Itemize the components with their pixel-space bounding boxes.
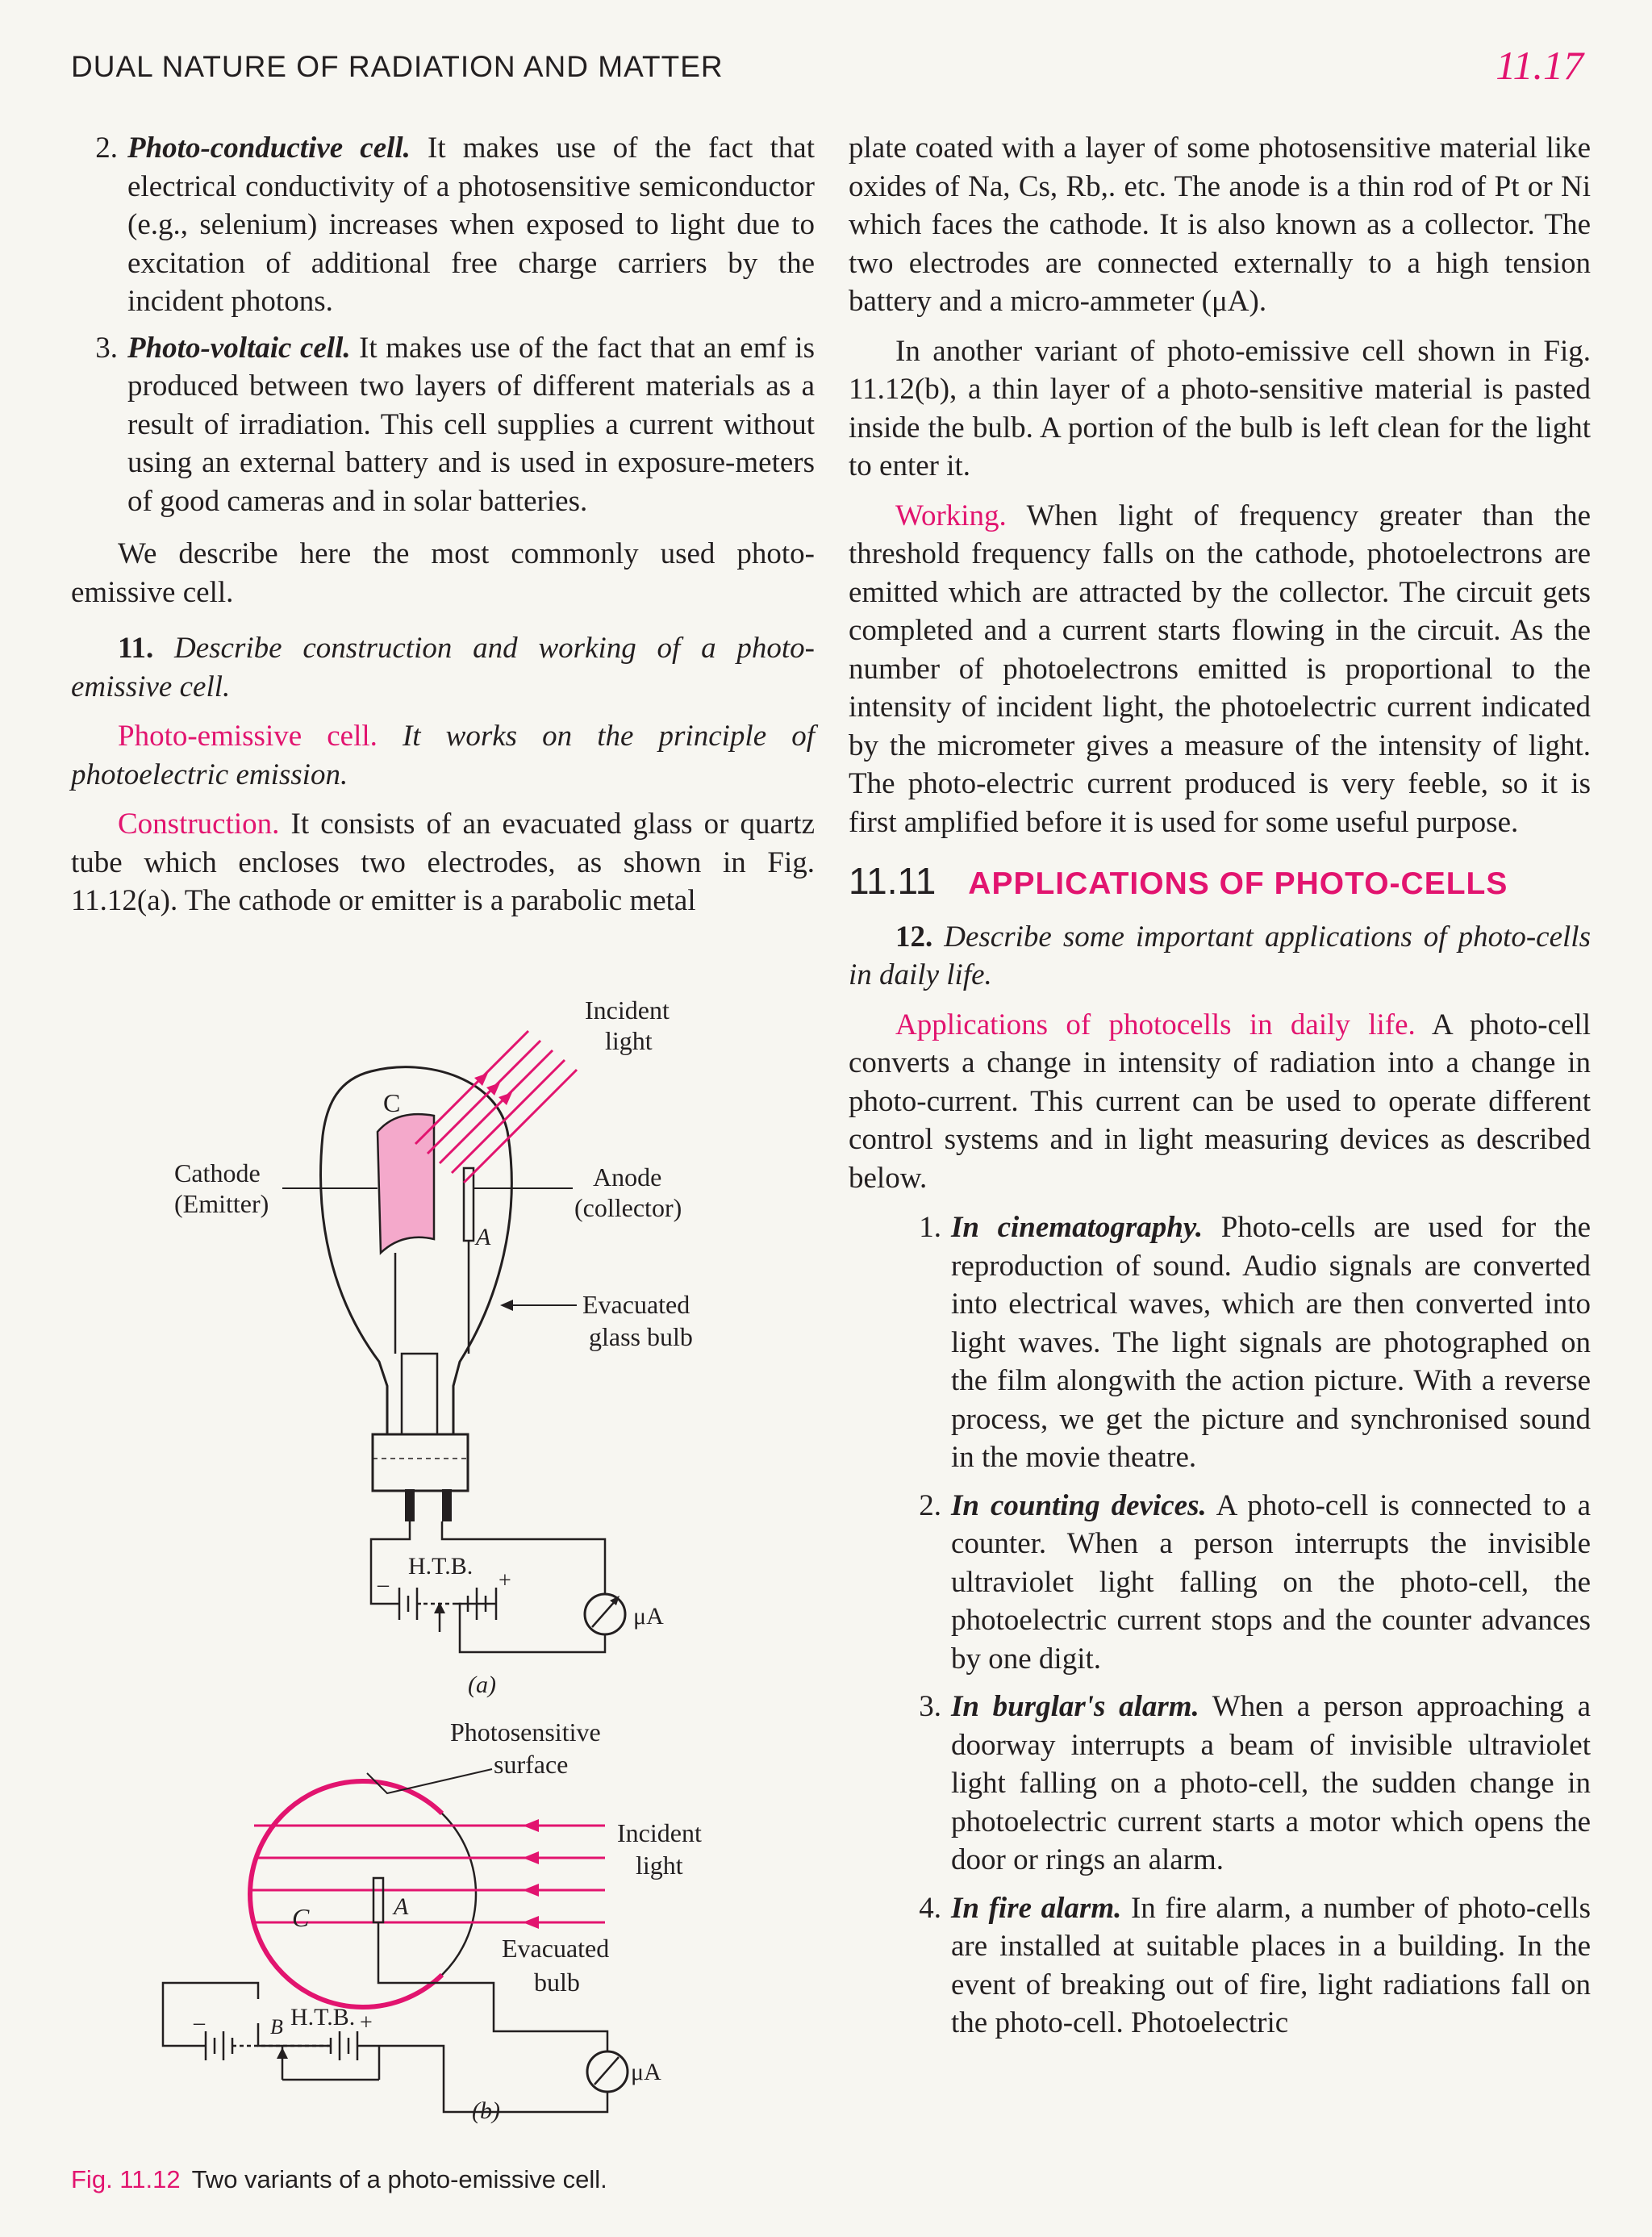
label-htb-b: H.T.B. bbox=[290, 2004, 356, 2030]
ray-arrowheads-b bbox=[523, 1819, 539, 1929]
label-b: B bbox=[270, 2015, 283, 2039]
bulb-base bbox=[373, 1434, 468, 1491]
label-light: light bbox=[605, 1026, 653, 1055]
label-a-b: A bbox=[394, 1893, 409, 1920]
label-c-b: C bbox=[292, 1903, 310, 1932]
incident-rays bbox=[415, 1031, 577, 1183]
applications-list bbox=[897, 1208, 1591, 2043]
photo-cell-diagram bbox=[121, 983, 782, 2128]
label-photosensitive: Photosensitive bbox=[450, 1717, 601, 1747]
label-minus: – bbox=[378, 1572, 389, 1597]
label-microampere-b: μA bbox=[631, 2059, 661, 2085]
label-a-caption: (a) bbox=[468, 1671, 496, 1698]
arrow-icon bbox=[500, 1300, 513, 1311]
left-column bbox=[71, 129, 815, 932]
list-item: 1. In cinematography. Photo-cells are used for the reproduction of sound. Audio signals are converted into electrical waves, which are then converted into light waves. The light signals are photographed on the film alongwith the action picture. With a reverse process, we get the picture and synchronised sound in the movie theatre. bbox=[919, 1211, 1591, 1474]
microammeter-icon bbox=[585, 1594, 625, 1634]
list-item: 4. In fire alarm. In fire alarm, a number of photo-cells are installed at suitable places in a building. In the event of breaking out of fire, light radiations fall on the photo-cell. Photoelectric bbox=[919, 1891, 1591, 2039]
pin-left bbox=[405, 1489, 415, 1521]
right-column bbox=[849, 129, 1591, 2043]
label-surface: surface bbox=[494, 1750, 569, 1779]
label-cathode: Cathode bbox=[174, 1158, 261, 1187]
pin-right bbox=[442, 1489, 452, 1521]
list-item: 2. Photo-conductive cell. It makes use of the fact that electrical conductivity of a photosensitive semiconductor (e.g., selenium) increases when exposed to light due to excitation of additional free charge carriers by the incident photons. bbox=[95, 131, 815, 318]
running-title: DUAL NATURE OF RADIATION AND MATTER bbox=[71, 50, 724, 83]
photosensitive-coating bbox=[250, 1781, 442, 2007]
caption-label: Fig. 11.12 bbox=[71, 2165, 181, 2193]
label-plus: + bbox=[499, 1568, 511, 1593]
label-b-caption: (b) bbox=[472, 2097, 500, 2124]
label-microampere: μA bbox=[633, 1603, 664, 1630]
label-evacuated-b: Evacuated bbox=[502, 1934, 610, 1963]
list-item: 2. In counting devices. A photo-cell is connected to a counter. When a person interrupts the invisible ultraviolet light falling on the photo-cell, the photoelectric current stops and the counter advances by one digit. bbox=[919, 1488, 1591, 1676]
label-minus-b: – bbox=[194, 2010, 205, 2035]
label-htb: H.T.B. bbox=[408, 1553, 473, 1580]
question-11: 11. Describe construction and working of a photo-emissive cell. bbox=[71, 632, 815, 703]
label-emitter: (Emitter) bbox=[174, 1189, 269, 1218]
label-incident: Incident bbox=[585, 995, 670, 1025]
battery-a bbox=[394, 1588, 496, 1632]
question-12: 12. Describe some important applications of photo-cells in daily life. bbox=[849, 920, 1591, 991]
label-glass-bulb: glass bulb bbox=[589, 1322, 693, 1351]
photo-emissive-paragraph: Photo-emissive cell. It works on the principle of photoelectric emission. bbox=[71, 720, 815, 791]
label-c: C bbox=[383, 1088, 401, 1117]
section-heading: 11.11 APPLICATIONS OF PHOTO-CELLS bbox=[849, 860, 1508, 902]
applications-paragraph: Applications of photocells in daily life. A photo-cell converts a change in intensity of radiation into a change in photo-current. This current can be used to operate different control systems and in light measuring devices as described below. bbox=[849, 1008, 1591, 1195]
figure-a bbox=[174, 995, 693, 1698]
working-paragraph: Working. When light of frequency greater than the threshold frequency falls on the cathode, photoelectrons are emitted which are attracted by the collector. The circuit gets completed and a current starts flowing in the circuit. As the number of photoelectrons emitted is proportional to the intensity of incident light, the photoelectric current indicated by the micrometer gives a measure of the intensity of light. The photo-electric current produced is very feeble, so it is first amplified before it is used for some useful purpose. bbox=[849, 499, 1591, 839]
meter-needle bbox=[592, 1600, 616, 1627]
label-evacuated: Evacuated bbox=[582, 1290, 690, 1319]
microammeter-b-icon bbox=[587, 2051, 628, 2092]
label-plus-b: + bbox=[360, 2010, 373, 2035]
circuit-wire-a bbox=[371, 1521, 605, 1652]
list-item: 3. In burglar's alarm. When a person approaching a doorway interrupts a beam of invisible ultraviolet light falling on a photo-cell, the sudden change in photoelectric current starts a motor which opens the door or rings an alarm. bbox=[919, 1690, 1591, 1876]
label-bulb-b: bulb bbox=[534, 1968, 580, 1997]
label-light-b: light bbox=[636, 1851, 683, 1880]
construction-paragraph: Construction. It consists of an evacuated glass or quartz tube which encloses two electrodes, as shown in Fig. 11.12(a). The cathode or emitter is a parabolic metal bbox=[71, 808, 815, 917]
figure-11-12 bbox=[121, 983, 782, 2128]
paragraph: We describe here the most commonly used photo-emissive cell. bbox=[71, 537, 815, 609]
tapping-arrow-b-icon bbox=[277, 2047, 288, 2059]
figure-caption bbox=[71, 2165, 607, 2194]
battery-b bbox=[206, 2031, 387, 2080]
figure-b bbox=[163, 1717, 702, 2124]
list-item: 3. Photo-voltaic cell. It makes use of the fact that an emf is produced between two layers of different materials as a result of irradiation. This cell supplies a current without using an external battery and is used in exposure-meters of good cameras and in solar batteries. bbox=[95, 331, 815, 518]
bulb-stem bbox=[402, 1354, 437, 1434]
variant-paragraph: In another variant of photo-emissive cell shown in Fig. 11.12(b), a thin layer of a photo-sensitive material is pasted inside the bulb. A portion of the bulb is left clean for the light to enter it. bbox=[849, 334, 1591, 482]
continued-paragraph: plate coated with a layer of some photosensitive material like oxides of Na, Cs, Rb,. etc. The anode is a thin rod of Pt or Ni which faces the cathode. It is also known as a collector. The two electrodes are connected externally to a high tension battery and a micro-ammeter (μA). bbox=[849, 131, 1591, 318]
label-collector: (collector) bbox=[574, 1193, 682, 1222]
page-number: 11.17 bbox=[1496, 43, 1583, 88]
label-anode: Anode bbox=[593, 1162, 662, 1192]
label-incident-b: Incident bbox=[617, 1818, 702, 1847]
tapping-arrow-icon bbox=[434, 1602, 445, 1613]
meter-needle-b bbox=[594, 2057, 619, 2085]
anode-b bbox=[373, 1878, 383, 1922]
label-a: A bbox=[476, 1224, 491, 1250]
caption-text: Two variants of a photo-emissive cell. bbox=[191, 2165, 607, 2193]
